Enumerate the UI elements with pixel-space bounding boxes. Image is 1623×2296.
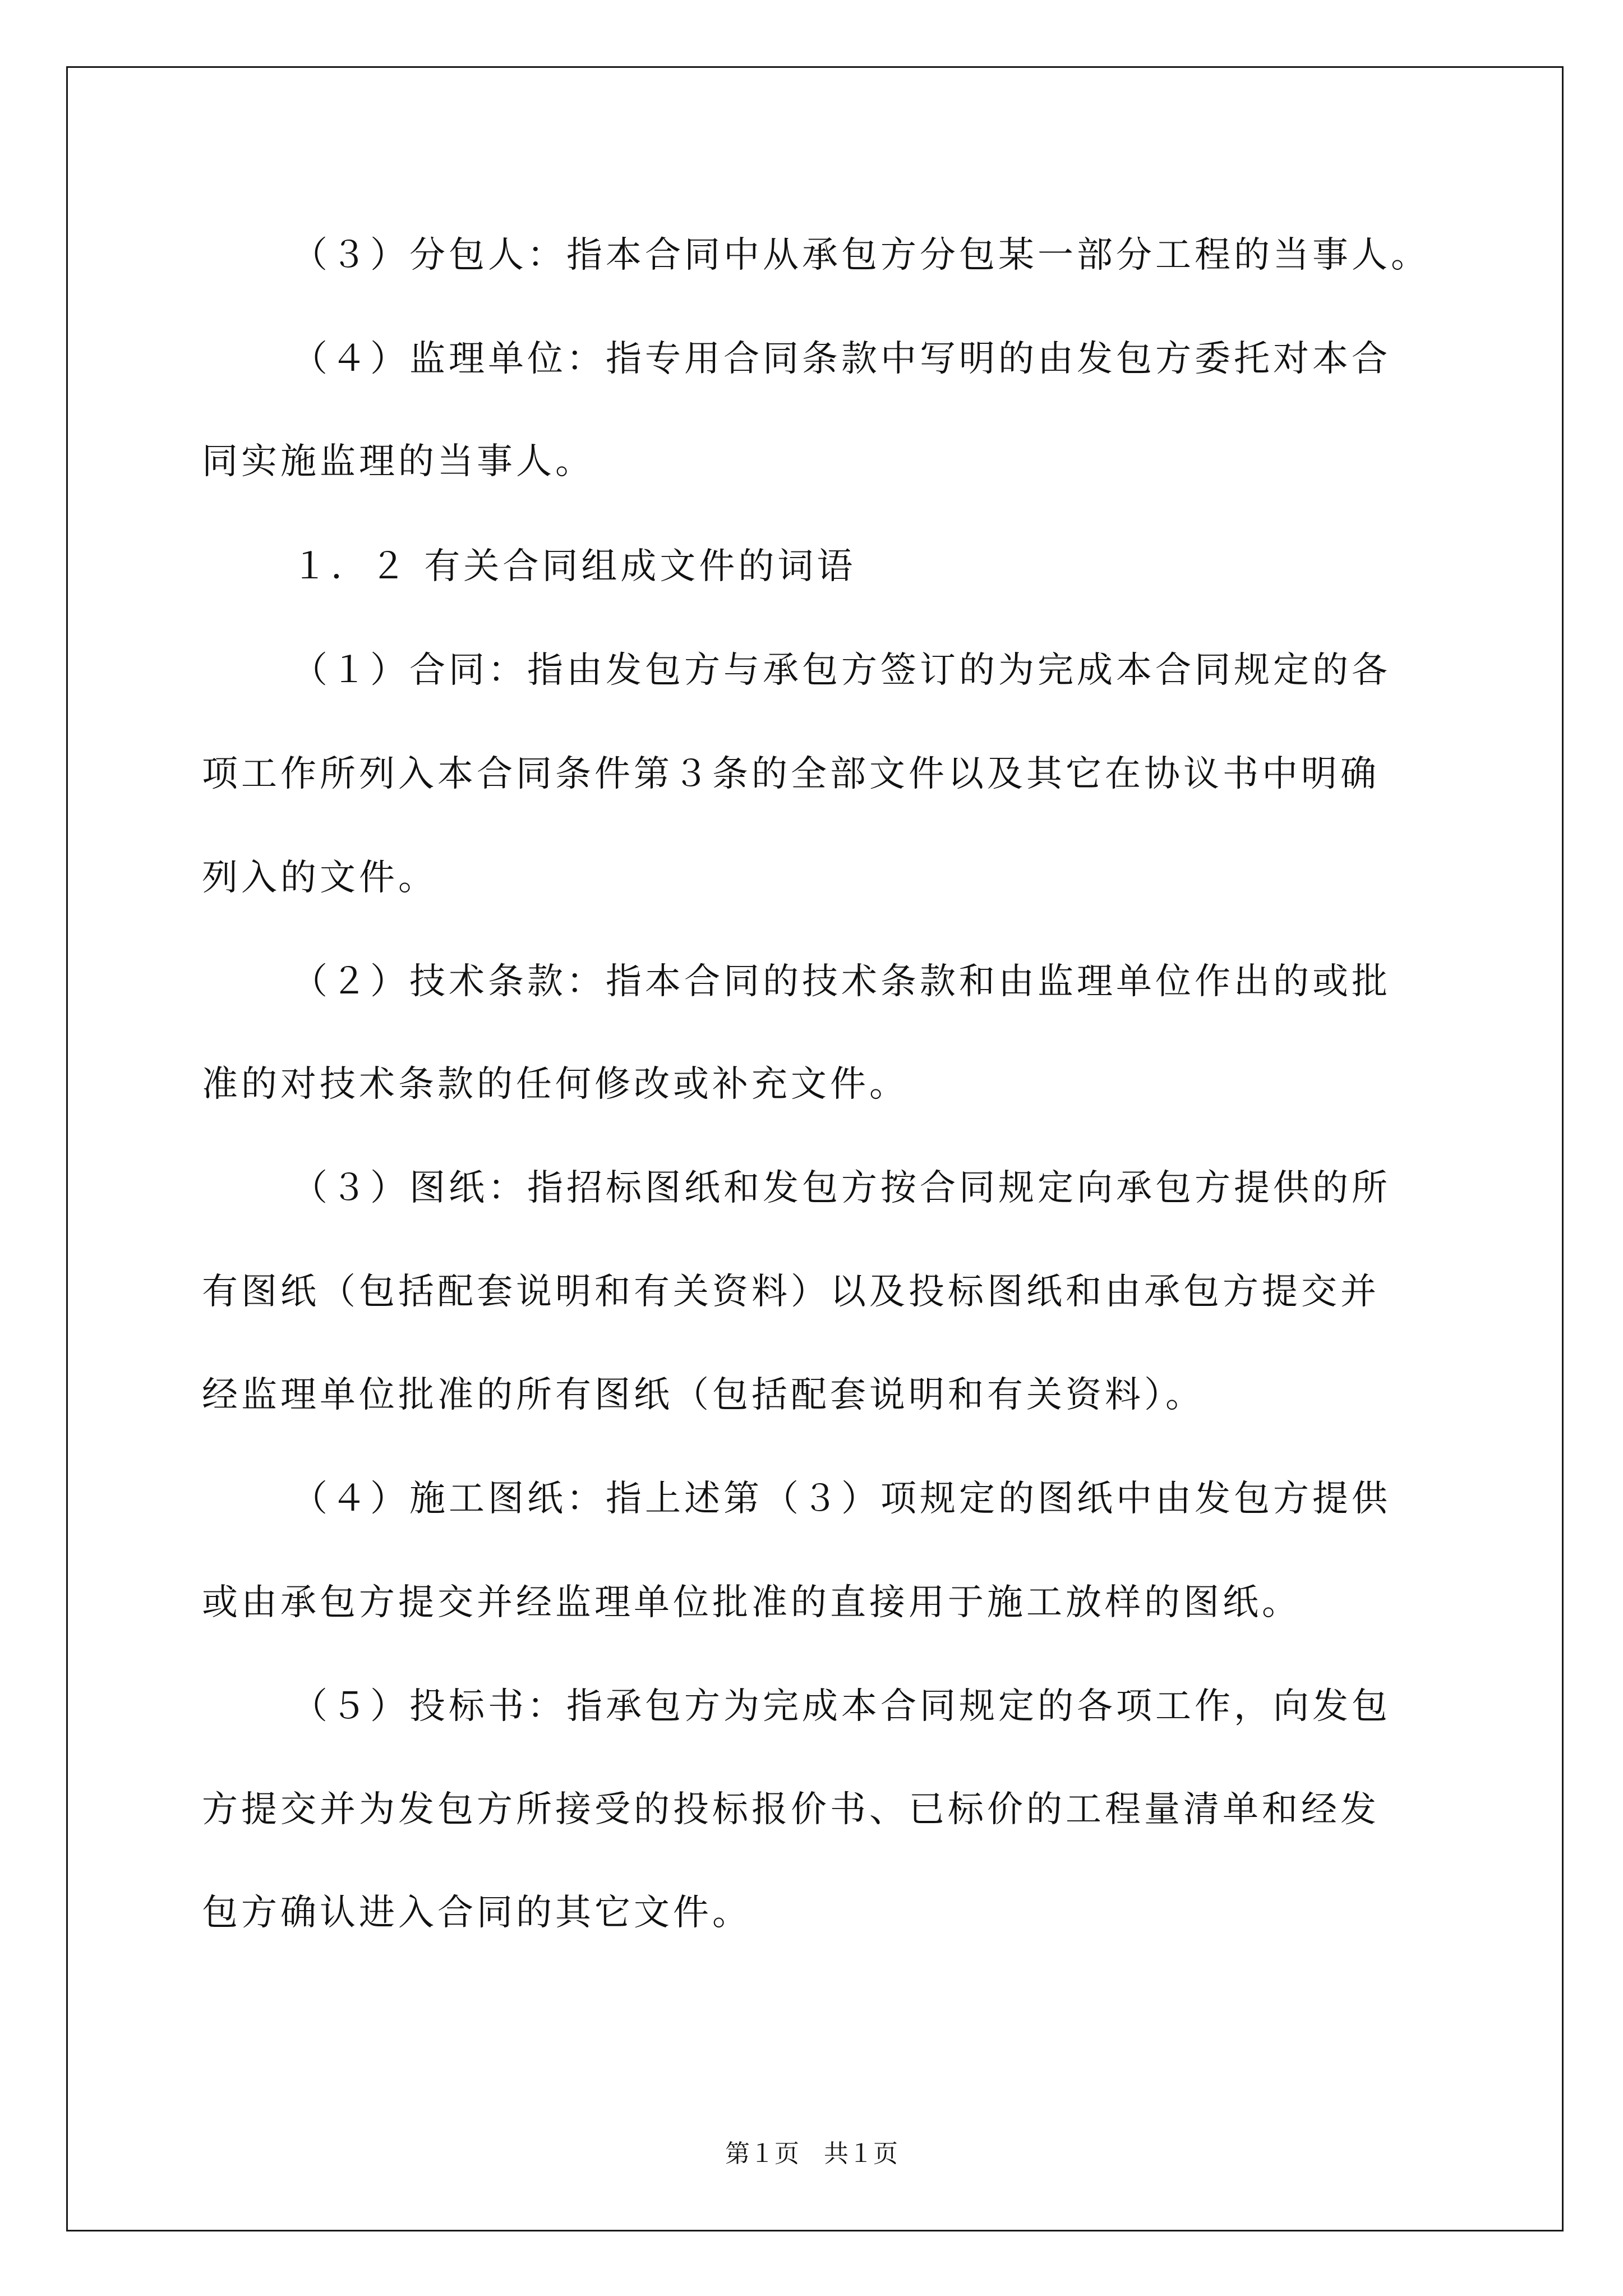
paragraph-line: 列入的文件。 <box>202 857 437 899</box>
paragraph-line: 同实施监理的当事人。 <box>202 441 594 482</box>
paragraph-line: （３）图纸：指招标图纸和发包方按合同规定向承包方提供的所 <box>292 1167 1391 1209</box>
paragraph-line: （２）技术条款：指本合同的技术条款和由监理单位作出的或批 <box>292 961 1391 1002</box>
paragraph-line: 经监理单位批准的所有图纸（包括配套说明和有关资料）。 <box>202 1374 1205 1416</box>
paragraph-line: 准的对技术条款的任何修改或补充文件。 <box>202 1064 909 1105</box>
paragraph-line: 项工作所列入本合同条件第３条的全部文件以及其它在协议书中明确 <box>202 753 1380 795</box>
paragraph-line: （４）施工图纸：指上述第（３）项规定的图纸中由发包方提供 <box>292 1478 1391 1520</box>
paragraph-line: 包方确认进入合同的其它文件。 <box>202 1892 751 1934</box>
section-heading: １．２ 有关合同组成文件的词语 <box>292 546 856 587</box>
paragraph-line: （３）分包人：指本合同中从承包方分包某一部分工程的当事人。 <box>292 234 1430 276</box>
paragraph-line: 有图纸（包括配套说明和有关资料）以及投标图纸和由承包方提交并 <box>202 1271 1380 1313</box>
paragraph-line: （４）监理单位：指专用合同条款中写明的由发包方委托对本合 <box>292 338 1391 380</box>
paragraph-line: 或由承包方提交并经监理单位批准的直接用于施工放样的图纸。 <box>202 1582 1301 1623</box>
page-number: 第１页 共１页 <box>725 2140 898 2168</box>
paragraph-line: （５）投标书：指承包方为完成本合同规定的各项工作，向发包 <box>292 1686 1391 1727</box>
paragraph-line: 方提交并为发包方所接受的投标报价书、已标价的工程量清单和经发 <box>202 1789 1380 1830</box>
paragraph-line: （１）合同：指由发包方与承包方签订的为完成本合同规定的各 <box>292 650 1391 691</box>
